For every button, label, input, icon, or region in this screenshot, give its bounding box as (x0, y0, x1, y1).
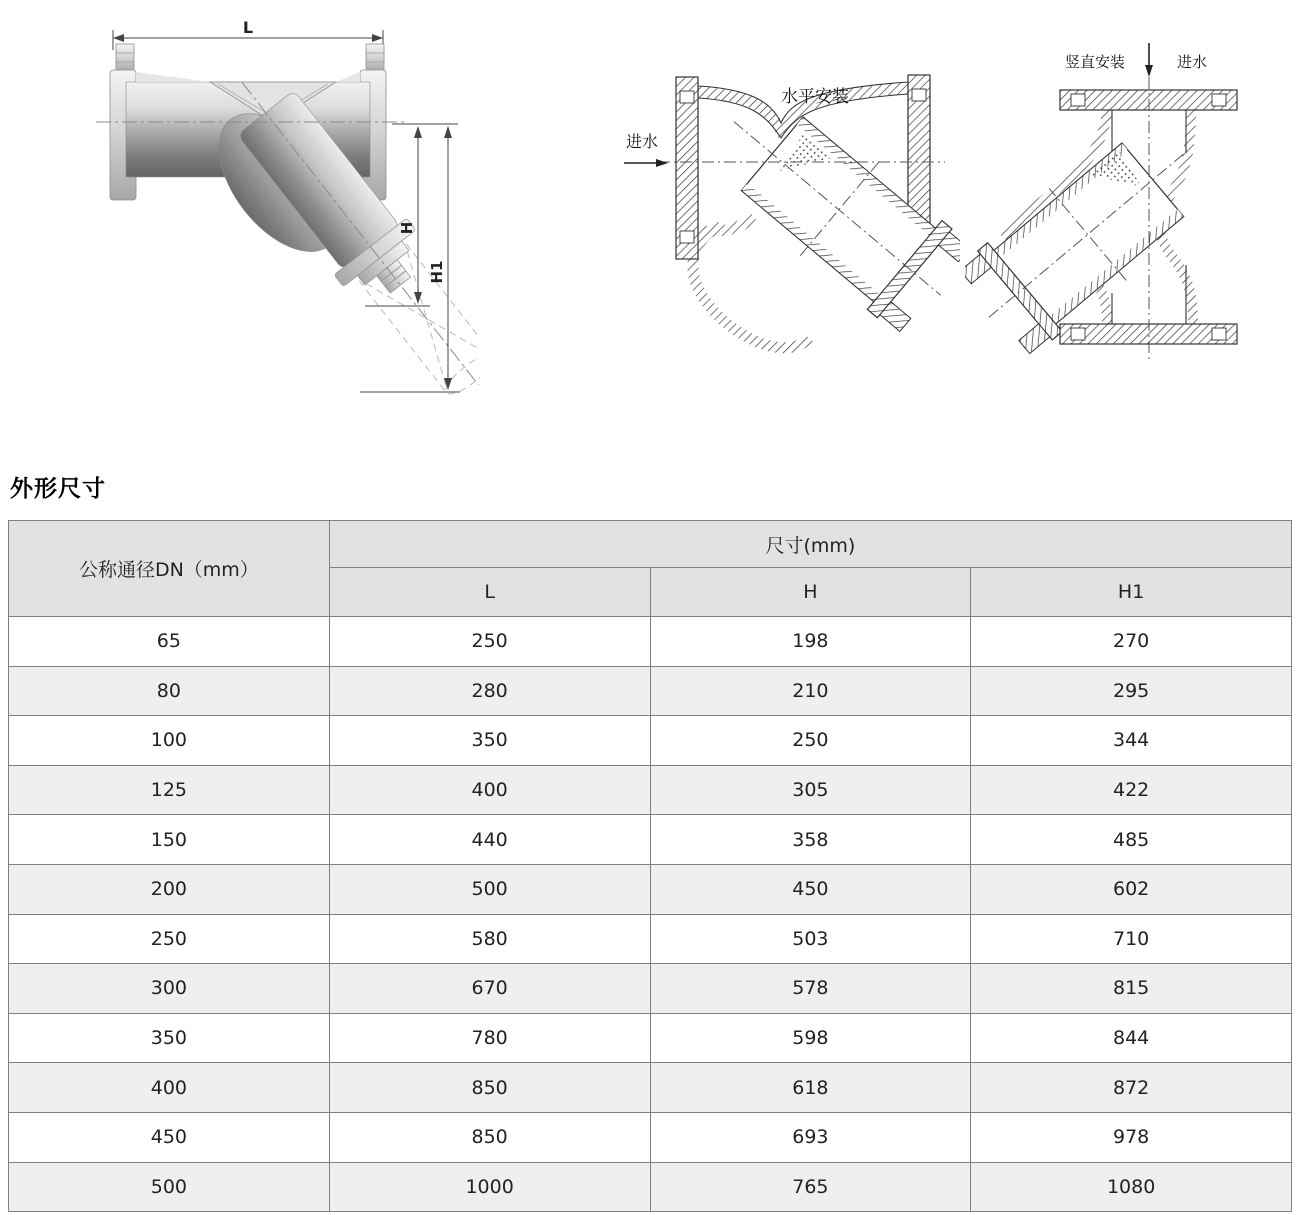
table-row (9, 1013, 1292, 1063)
table-row (9, 964, 1292, 1014)
header-size: 尺寸(mm) (329, 521, 1291, 568)
table-cell: 198 (650, 617, 971, 667)
table-cell: 850 (329, 1063, 650, 1113)
horizontal-install-label: 水平安装 (781, 87, 849, 107)
table-cell: 400 (329, 765, 650, 815)
table-cell: 350 (329, 716, 650, 766)
header-dn: 公称通径DN（mm） (9, 521, 330, 617)
dim-h1-label: H1 (428, 260, 446, 284)
table-row (9, 1162, 1292, 1212)
table-cell: 693 (650, 1112, 971, 1162)
table-cell: 305 (650, 765, 971, 815)
table-row (9, 716, 1292, 766)
dim-l-label: L (242, 18, 254, 37)
table-cell: 578 (650, 964, 971, 1014)
table-cell: 602 (971, 864, 1292, 914)
table-cell: 765 (650, 1162, 971, 1212)
header-l: L (329, 568, 650, 617)
table-cell: 780 (329, 1013, 650, 1063)
table-cell: 978 (971, 1112, 1292, 1162)
table-cell: 350 (9, 1013, 330, 1063)
table-row (9, 617, 1292, 667)
table-cell: 850 (329, 1112, 650, 1162)
top-web-left (136, 72, 210, 82)
table-cell: 440 (329, 815, 650, 865)
table-row (9, 864, 1292, 914)
table-cell: 618 (650, 1063, 971, 1113)
table-header-row (9, 521, 1292, 568)
header-h1: H1 (971, 568, 1292, 617)
table-cell: 815 (971, 964, 1292, 1014)
vertical-install-label: 竖直安装 (1064, 53, 1126, 71)
table-cell: 450 (9, 1112, 330, 1162)
table-cell: 1080 (971, 1162, 1292, 1212)
table-row (9, 914, 1292, 964)
inlet-arrow-icon (624, 159, 668, 167)
inlet-label: 进水 (1177, 53, 1208, 71)
dimension-table (8, 520, 1292, 1212)
inlet-arrow-icon (1145, 43, 1153, 77)
table-cell: 100 (9, 716, 330, 766)
table-cell: 280 (329, 666, 650, 716)
vertical-install-drawing (965, 25, 1265, 375)
table-cell: 503 (650, 914, 971, 964)
table-row (9, 666, 1292, 716)
section-title: 外形尺寸 (10, 476, 106, 502)
table-cell: 250 (9, 914, 330, 964)
table-cell: 710 (971, 914, 1292, 964)
dim-h-label: H (398, 221, 416, 235)
flange-left (676, 77, 698, 259)
table-cell: 295 (971, 666, 1292, 716)
table-cell: 65 (9, 617, 330, 667)
table-cell: 1000 (329, 1162, 650, 1212)
table-cell: 485 (971, 815, 1292, 865)
table-cell: 270 (971, 617, 1292, 667)
table-cell: 872 (971, 1063, 1292, 1113)
table-cell: 80 (9, 666, 330, 716)
table-cell: 300 (9, 964, 330, 1014)
table-cell: 598 (650, 1013, 971, 1063)
inlet-label: 进水 (625, 132, 659, 151)
table-cell: 358 (650, 815, 971, 865)
table-cell: 580 (329, 914, 650, 964)
table-row (9, 815, 1292, 865)
table-cell: 670 (329, 964, 650, 1014)
header-h: H (650, 568, 971, 617)
table-cell: 200 (9, 864, 330, 914)
table-cell: 344 (971, 716, 1292, 766)
table-row (9, 765, 1292, 815)
table-cell: 250 (650, 716, 971, 766)
table-cell: 450 (650, 864, 971, 914)
table-cell: 500 (329, 864, 650, 914)
table-row (9, 1112, 1292, 1162)
table-cell: 400 (9, 1063, 330, 1113)
table-cell: 422 (971, 765, 1292, 815)
table-cell: 250 (329, 617, 650, 667)
table-cell: 500 (9, 1162, 330, 1212)
horizontal-install-drawing (600, 35, 960, 365)
table-cell: 844 (971, 1013, 1292, 1063)
table-cell: 125 (9, 765, 330, 815)
table-row (9, 1063, 1292, 1113)
table-cell: 210 (650, 666, 971, 716)
table-cell: 150 (9, 815, 330, 865)
outline-drawing (60, 10, 480, 430)
top-web-right (336, 72, 360, 82)
